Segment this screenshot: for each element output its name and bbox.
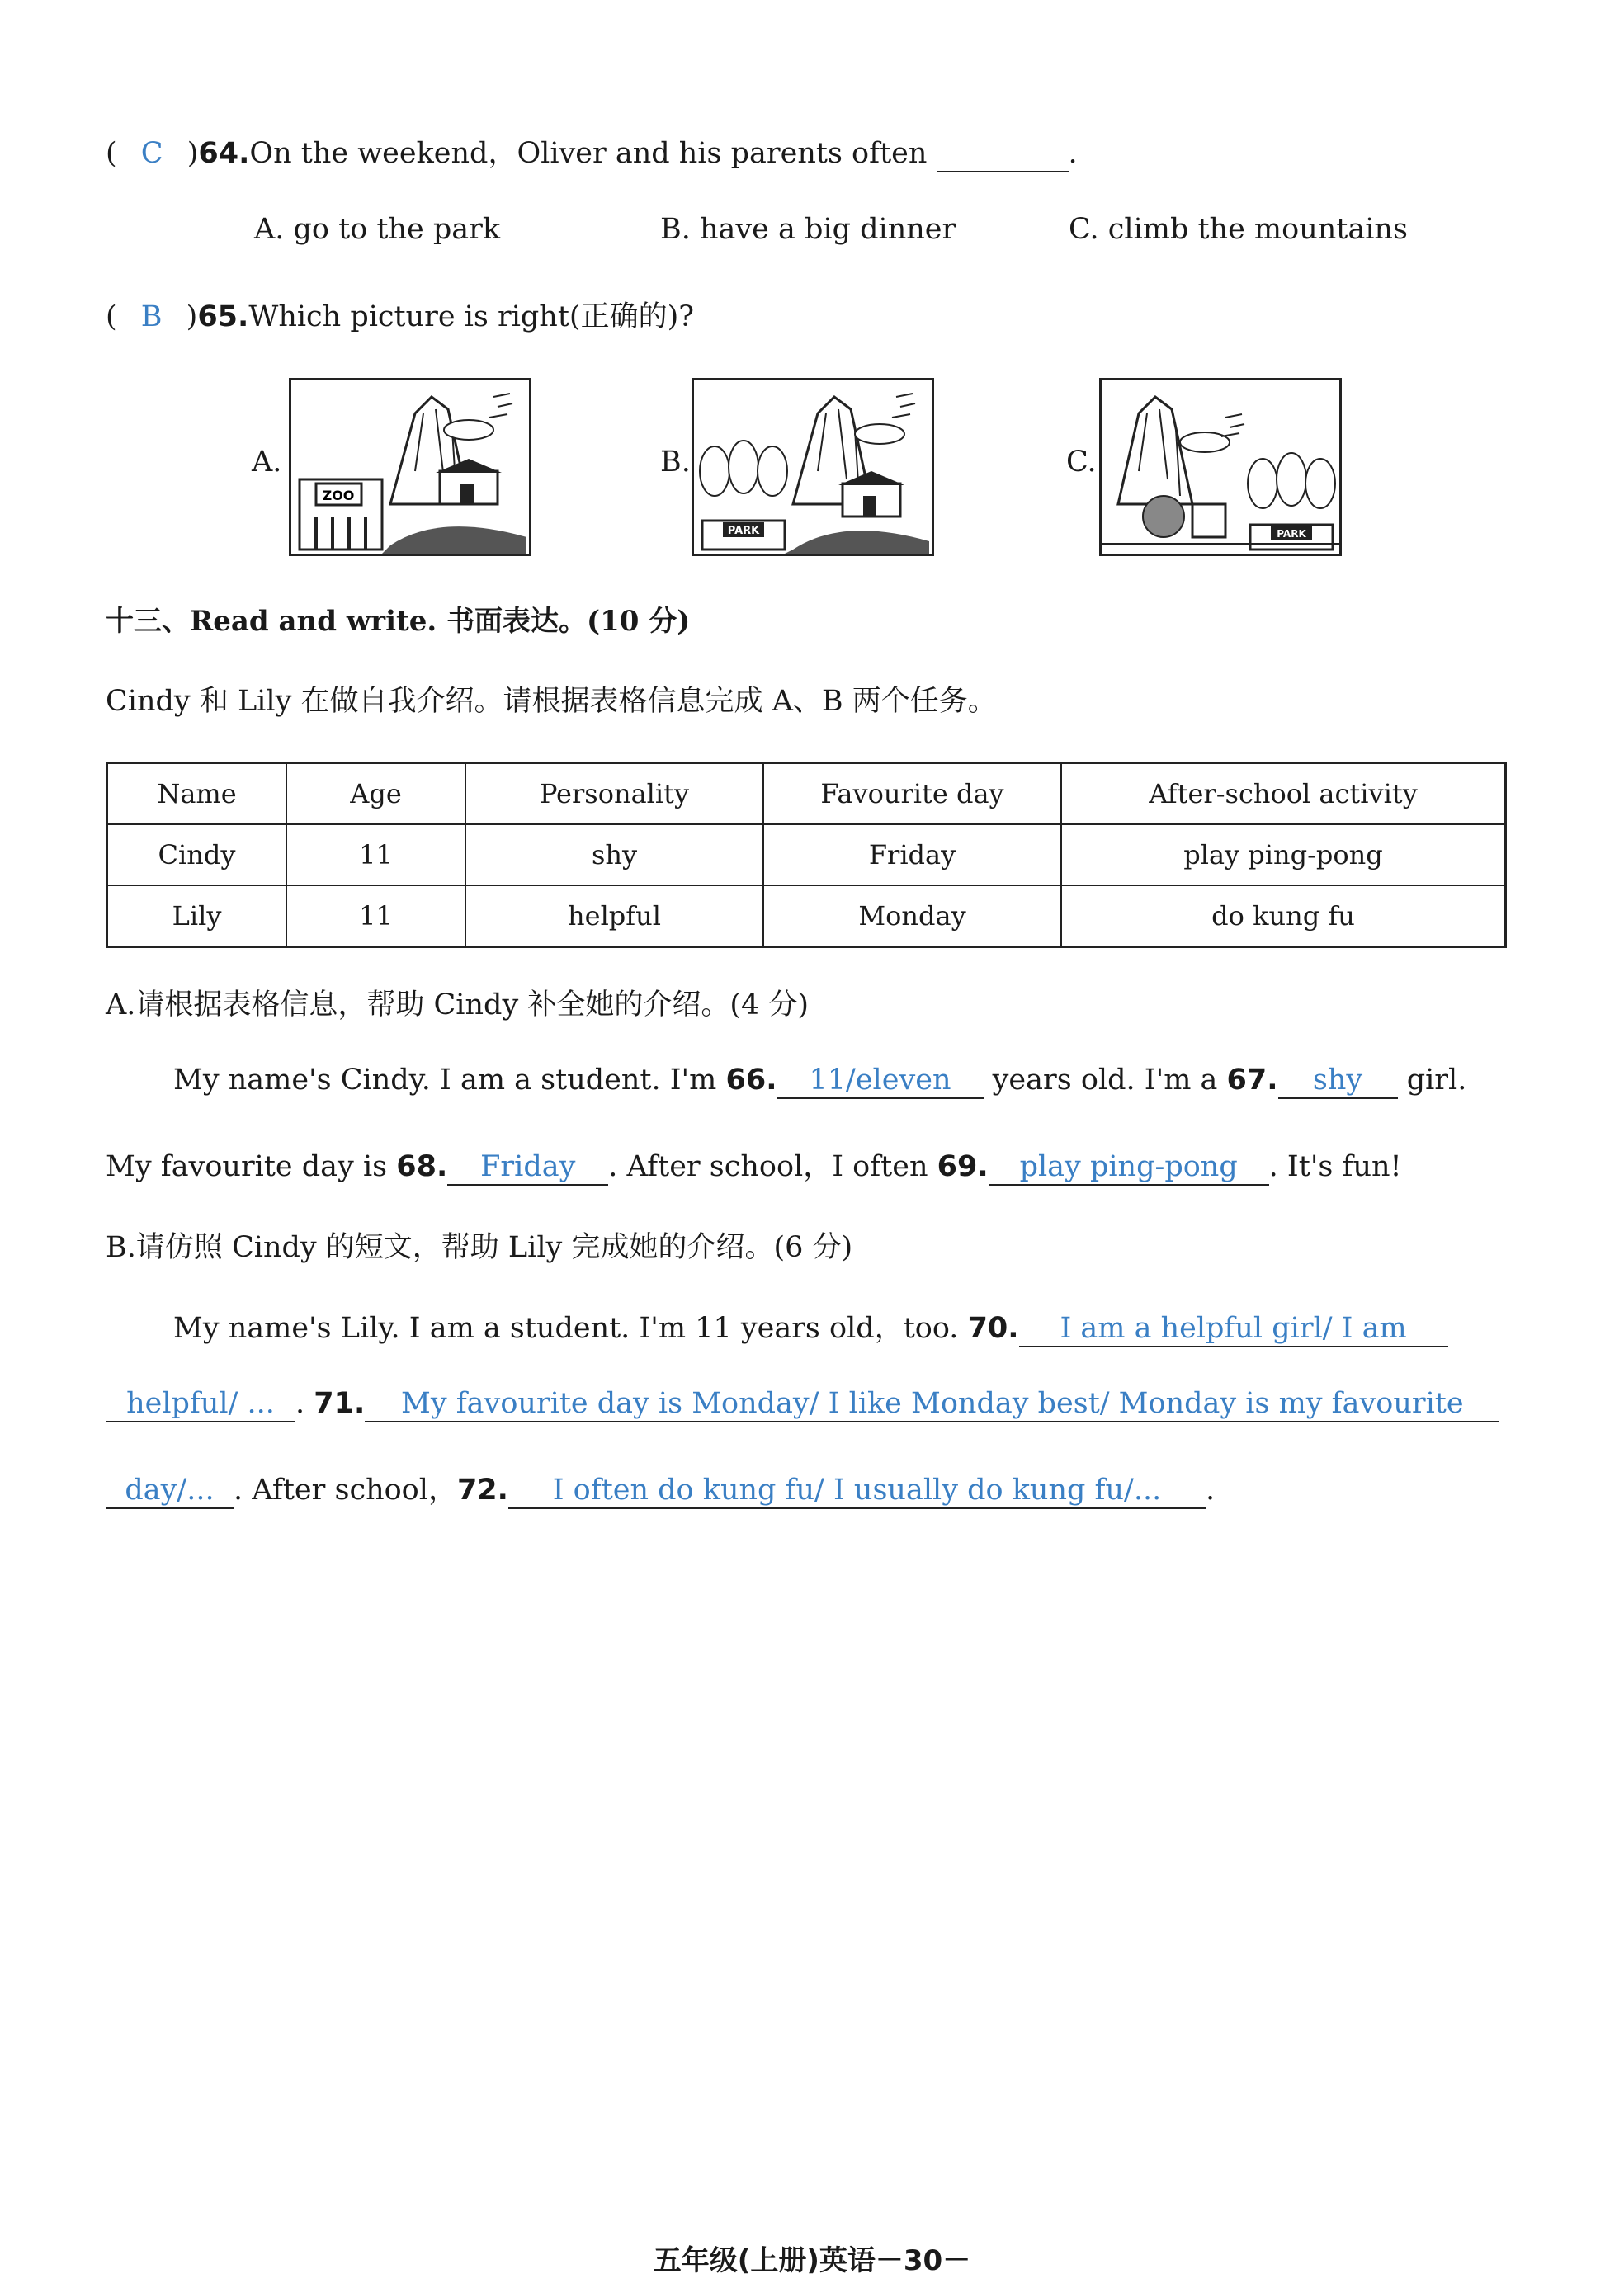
part-b-line-3 — [106, 1467, 1215, 1509]
blank-70-number: 70. — [967, 1312, 1019, 1345]
part-b-line-2: helpful/ ... . 71. My favourite day is Monday/ I like Monday best/ Monday is my favourite — [106, 1386, 1499, 1422]
part-b-s1: My name's Lily. I am a student. I'm 11 years old，too. — [173, 1312, 959, 1345]
blank-68[interactable]: Friday — [447, 1149, 608, 1186]
cell-name: Cindy — [107, 824, 287, 885]
q64-answer: C — [140, 137, 163, 170]
q64-end: . — [1068, 137, 1078, 170]
part-a-s5: . After school，I often — [608, 1150, 928, 1183]
part-a-line-2 — [106, 1144, 1402, 1186]
picture-b-label: B. — [660, 446, 691, 479]
picture-b[interactable] — [692, 378, 934, 556]
part-a-s2: years old. I'm a — [992, 1064, 1218, 1097]
cell-age: 11 — [286, 824, 465, 885]
question-64 — [106, 130, 1078, 172]
blank-71-part-1[interactable]: My favourite day is Monday/ I like Monday best/ Monday is my favourite — [365, 1386, 1499, 1422]
header-after-school-activity: After-school activity — [1061, 763, 1506, 825]
cell-personality: helpful — [465, 885, 763, 947]
q64-text: On the weekend，Oliver and his parents often — [249, 137, 928, 170]
part-a-title: A.请根据表格信息，帮助 Cindy 补全她的介绍。(4 分) — [106, 988, 810, 1021]
part-b-s2: . After school， — [234, 1474, 457, 1507]
q65-answer: B — [140, 300, 163, 333]
blank-72-number: 72. — [456, 1474, 508, 1507]
picture-c-illustration — [1102, 380, 1339, 554]
q64-paren-open: ( — [106, 137, 117, 170]
page-footer: 五年级(上册)英语－30－ — [653, 2244, 971, 2277]
header-personality: Personality — [465, 763, 763, 825]
picture-b-sign: PARK — [727, 525, 760, 537]
cell-activity: do kung fu — [1061, 885, 1506, 947]
header-name: Name — [107, 763, 287, 825]
picture-a-label: A. — [252, 446, 282, 479]
picture-c-sign: PARK — [1277, 528, 1306, 540]
q64-option-c[interactable]: C. climb the mountains — [1069, 213, 1408, 246]
header-favourite-day: Favourite day — [763, 763, 1061, 825]
blank-67-number: 67. — [1226, 1064, 1278, 1097]
blank-71-part-2[interactable]: day/... — [106, 1473, 234, 1509]
part-b-line-1 — [173, 1305, 1448, 1347]
info-table — [106, 762, 1507, 948]
q65-paren-open: ( — [106, 300, 117, 333]
q64-blank[interactable] — [937, 136, 1069, 172]
part-a-s4: My favourite day is — [106, 1150, 388, 1183]
part-a-line-1 — [173, 1063, 1466, 1099]
q65-text: Which picture is right(正确的)? — [248, 300, 694, 333]
header-age: Age — [286, 763, 465, 825]
blank-66[interactable]: 11/eleven — [777, 1063, 984, 1099]
q65-paren-close: ) — [186, 300, 198, 333]
cell-personality: shy — [465, 824, 763, 885]
q64-paren-close: ) — [186, 137, 199, 170]
picture-a-illustration — [291, 380, 529, 554]
blank-69-number: 69. — [937, 1150, 989, 1183]
part-a-s1: My name's Cindy. I am a student. I'm — [173, 1064, 717, 1097]
section-13-cn: 十三、 — [106, 605, 190, 638]
picture-c-label: C. — [1066, 446, 1097, 479]
table-row — [107, 885, 1506, 947]
table-header-row — [107, 763, 1506, 825]
section-13-cn2: 书面表达。(10 分) — [437, 605, 691, 638]
blank-67[interactable]: shy — [1278, 1063, 1398, 1099]
table-row — [107, 824, 1506, 885]
part-a-s3: girl. — [1406, 1064, 1467, 1097]
picture-a-sign: ZOO — [322, 488, 355, 503]
blank-70-part-2[interactable]: helpful/ ... — [106, 1386, 295, 1422]
picture-b-illustration — [694, 380, 932, 554]
q64-option-b[interactable]: B. have a big dinner — [660, 213, 956, 246]
blank-72[interactable]: I often do kung fu/ I usually do kung fu/... — [508, 1473, 1206, 1509]
cell-favourite-day: Friday — [763, 824, 1061, 885]
q64-option-a[interactable]: A. go to the park — [254, 213, 501, 246]
blank-69[interactable]: play ping-pong — [989, 1149, 1269, 1186]
q64-number: 64. — [198, 137, 250, 170]
section-13-intro: Cindy 和 Lily 在做自我介绍。请根据表格信息完成 A、B 两个任务。 — [106, 685, 997, 718]
part-a-s6: . It's fun! — [1268, 1150, 1402, 1183]
blank-68-number: 68. — [396, 1150, 448, 1183]
blank-70-part-1[interactable]: I am a helpful girl/ I am — [1019, 1311, 1448, 1347]
cell-age: 11 — [286, 885, 465, 947]
question-65 — [106, 294, 694, 335]
picture-a[interactable] — [289, 378, 531, 556]
section-13-en: Read and write. — [190, 605, 437, 638]
part-b-title: B.请仿照 Cindy 的短文，帮助 Lily 完成她的介绍。(6 分) — [106, 1231, 853, 1264]
q65-number: 65. — [197, 300, 249, 333]
cell-name: Lily — [107, 885, 287, 947]
blank-71-number: 71. — [314, 1387, 366, 1420]
picture-c[interactable] — [1099, 378, 1342, 556]
cell-activity: play ping-pong — [1061, 824, 1506, 885]
section-13-title — [106, 598, 690, 639]
cell-favourite-day: Monday — [763, 885, 1061, 947]
part-b-end: . — [1205, 1474, 1216, 1507]
blank-66-number: 66. — [725, 1064, 777, 1097]
